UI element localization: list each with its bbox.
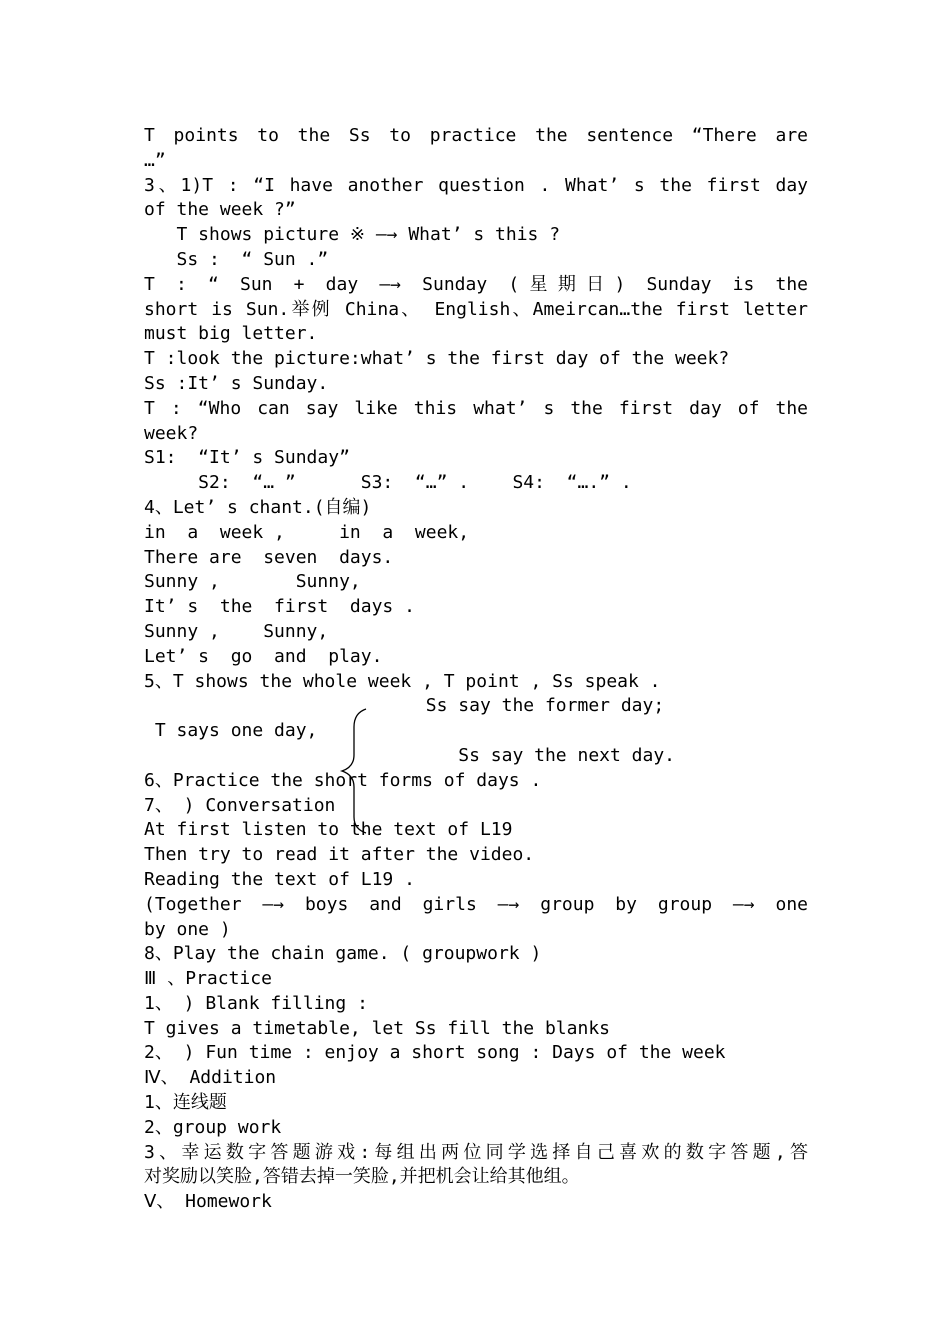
text-line: 1、连线题: [144, 1092, 227, 1114]
text-line: 4、Let’ s chant.(自编): [144, 496, 372, 518]
text-line: in a week , in a week,: [144, 521, 470, 543]
text-line: …”: [144, 149, 166, 171]
text-line: 2、group work: [144, 1116, 282, 1138]
text-line: 3、1)T : “I have another question . What’ s the first day: [144, 174, 808, 196]
text-line: T :look the picture:what’ s the first day of the week?: [144, 348, 730, 370]
text-line: There are seven days.: [144, 546, 394, 568]
text-line: S1: “It’ s Sunday”: [144, 447, 350, 469]
text-line: T says one day,: [144, 720, 318, 742]
text-line: (Together —→ boys and girls —→ group by group —→ one: [144, 893, 808, 915]
text-line: 对奖励以笑脸,答错去掉一笑脸,并把机会让给其他组。: [144, 1166, 580, 1188]
text-line: short is Sun.举例 China、 English、Ameircan…the first letter: [144, 298, 808, 320]
text-line: It’ s the first days .: [144, 596, 415, 618]
text-line: T shows picture ※ —→ What’ s this ?: [144, 224, 561, 246]
text-line: Ss say the next day.: [144, 744, 676, 766]
text-line: 3、幸运数字答题游戏:每组出两位同学选择自己喜欢的数字答题,答: [144, 1141, 808, 1163]
text-line: Reading the text of L19 .: [144, 868, 415, 890]
text-line: T points to the Ss to practice the sentence “There are: [144, 125, 808, 146]
text-line: 6、Practice the short forms of days .: [144, 769, 542, 791]
text-line: Then try to read it after the video.: [144, 844, 535, 866]
text-line: 8、Play the chain game. ( groupwork ): [144, 943, 542, 965]
text-line: week?: [144, 422, 199, 444]
text-line: Ⅴ、 Homework: [144, 1191, 272, 1213]
text-line: of the week ?”: [144, 199, 296, 221]
text-line: 7、 ) Conversation: [144, 794, 336, 816]
text-line: 5、T shows the whole week , T point , Ss speak .: [144, 670, 661, 692]
text-line: T gives a timetable, let Ss fill the blanks: [144, 1017, 610, 1039]
text-line: Ⅳ、 Addition: [144, 1067, 277, 1089]
text-line: Ss :It’ s Sunday.: [144, 372, 329, 394]
text-line: At first listen to the text of L19: [144, 819, 513, 841]
text-line: T : “Who can say like this what’ s the first day of the: [144, 397, 808, 419]
text-line: must big letter.: [144, 323, 318, 345]
text-line: Sunny , Sunny,: [144, 620, 329, 642]
text-line: T : “ Sun + day —→ Sunday (星期日) Sunday is the: [144, 273, 808, 295]
text-line: 2、 ) Fun time : enjoy a short song : Days of the week: [144, 1042, 726, 1064]
text-line: Ⅲ 、Practice: [144, 968, 272, 990]
text-line: Ss : “ Sun .”: [144, 248, 329, 270]
brace-bracket: [338, 705, 370, 835]
text-line: by one ): [144, 918, 231, 940]
text-line: Sunny , Sunny,: [144, 571, 361, 593]
text-line: Let’ s go and play.: [144, 645, 383, 667]
text-line: 1、 ) Blank filling :: [144, 992, 368, 1014]
text-line: S2: “… ” S3: “…” . S4: “….” .: [144, 472, 632, 494]
document-body: [144, 124, 808, 1215]
text-line: Ss say the former day;: [144, 695, 665, 717]
